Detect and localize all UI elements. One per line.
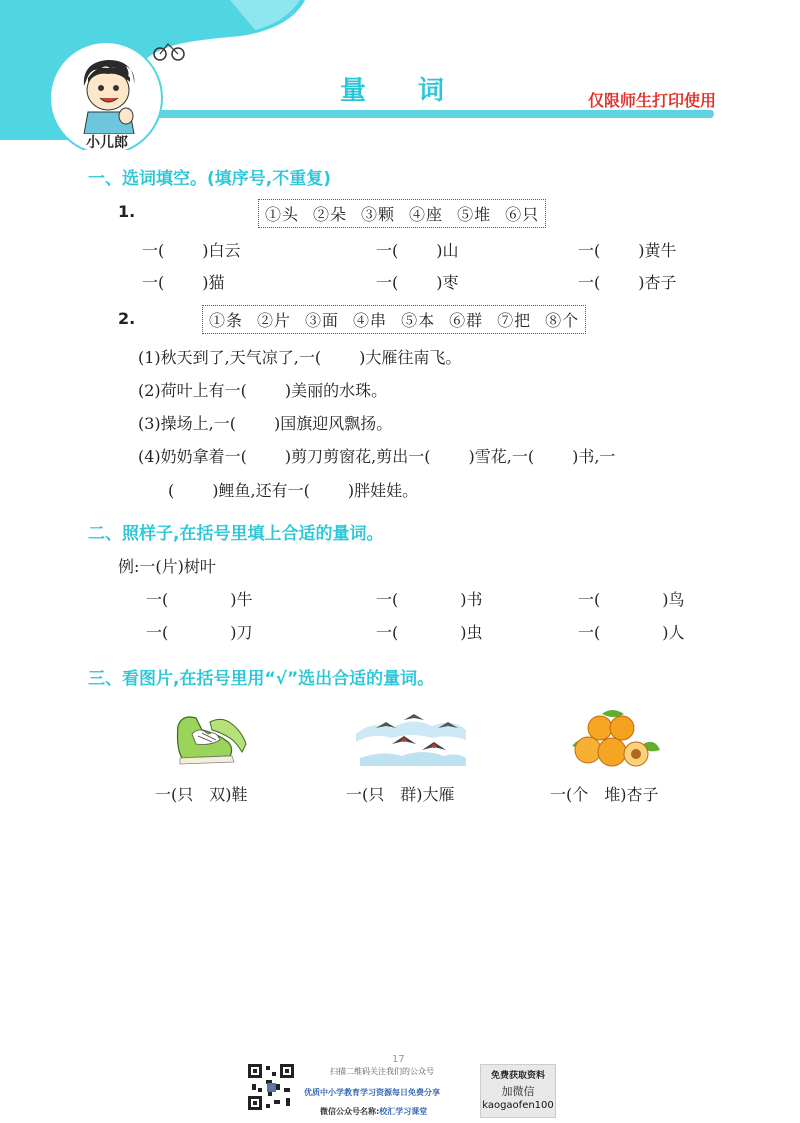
q2-option: ⑥群 <box>449 311 484 330</box>
section3-title: 三、看图片,在括号里用“√”选出合适的量词。 <box>88 669 435 689</box>
q2-number: 2. <box>118 309 136 328</box>
q2-option: ④串 <box>353 311 388 330</box>
s2-row2-b: 一( )虫 <box>376 623 483 642</box>
q2-sentence-1: (1)秋天到了,天气凉了,一( )大雁往南飞。 <box>138 348 462 367</box>
mascot-label: 小儿郎 <box>86 135 128 151</box>
q2-option: ⑧个 <box>545 311 580 330</box>
s2-row1-b: 一( )书 <box>376 590 483 609</box>
s3-item-shoes: 一(只 双)鞋 <box>155 785 248 804</box>
q2-option: ②片 <box>257 311 292 330</box>
promo-text: 优质中小学教育学习资源每日免费分享 <box>304 1088 440 1097</box>
q2-sentence-4-cont: ( )鲤鱼,还有一( )胖娃娃。 <box>168 481 419 500</box>
q2-sentence-2: (2)荷叶上有一( )美丽的水珠。 <box>138 381 388 400</box>
shoes-picture <box>172 708 252 770</box>
account-line <box>320 1106 427 1117</box>
q1-row2-c: 一( )杏子 <box>578 273 677 292</box>
section2-title: 二、照样子,在括号里填上合适的量词。 <box>88 524 384 544</box>
q1-option: ⑥只 <box>505 205 540 224</box>
q1-option: ②朵 <box>313 205 348 224</box>
q2-sentence-3: (3)操场上,一( )国旗迎风飘扬。 <box>138 414 393 433</box>
q1-number: 1. <box>118 202 136 221</box>
scan-text: 扫描二维码关注我们的公众号 <box>330 1067 434 1076</box>
q2-option: ⑤本 <box>401 311 436 330</box>
s2-row2-a: 一( )刀 <box>146 623 253 642</box>
print-only-badge: 仅限师生打印使用 <box>588 91 717 110</box>
q1-option: ③颗 <box>361 205 396 224</box>
q1-row1-a: 一( )白云 <box>142 241 241 260</box>
side-add: 加微信 <box>501 1085 535 1098</box>
q1-row2-b: 一( )枣 <box>376 273 459 292</box>
q2-option: ⑦把 <box>497 311 532 330</box>
s2-row2-c: 一( )人 <box>578 623 685 642</box>
q1-word-options <box>258 199 546 228</box>
q1-option: ④座 <box>409 205 444 224</box>
q2-word-options <box>202 305 586 334</box>
q1-row2-a: 一( )猫 <box>142 273 225 292</box>
q2-option: ③面 <box>305 311 340 330</box>
account-name: 校汇学习课堂 <box>379 1107 428 1116</box>
section1-title: 一、选词填空。(填序号,不重复) <box>88 169 331 189</box>
q1-row1-c: 一( )黄牛 <box>578 241 677 260</box>
q2-option: ①条 <box>209 311 244 330</box>
side-id: kaogaofen100 <box>482 1100 554 1111</box>
example-line: 例:一(片)树叶 <box>118 557 216 576</box>
wechat-side-box <box>480 1064 556 1118</box>
s2-row1-c: 一( )鸟 <box>578 590 685 609</box>
mascot-boy-icon <box>74 56 144 134</box>
q2-sentence-4: (4)奶奶拿着一( )剪刀剪窗花,剪出一( )雪花,一( )书,一 <box>138 447 616 466</box>
wild-geese-picture <box>352 706 470 772</box>
page-number: 17 <box>392 1054 405 1065</box>
s2-row1-a: 一( )牛 <box>146 590 253 609</box>
side-title: 免费获取资料 <box>490 1071 545 1081</box>
qr-code-icon <box>246 1062 296 1112</box>
q1-row1-b: 一( )山 <box>376 241 459 260</box>
account-label: 微信公众号名称: <box>320 1107 380 1116</box>
bicycle-icon <box>152 38 242 62</box>
page-title: 量 词 <box>340 76 445 106</box>
s3-item-geese: 一(只 群)大雁 <box>346 785 455 804</box>
q1-option: ①头 <box>265 205 300 224</box>
apricots-picture <box>566 706 662 774</box>
q1-option: ⑤堆 <box>457 205 492 224</box>
s3-item-apricots: 一(个 堆)杏子 <box>550 785 659 804</box>
